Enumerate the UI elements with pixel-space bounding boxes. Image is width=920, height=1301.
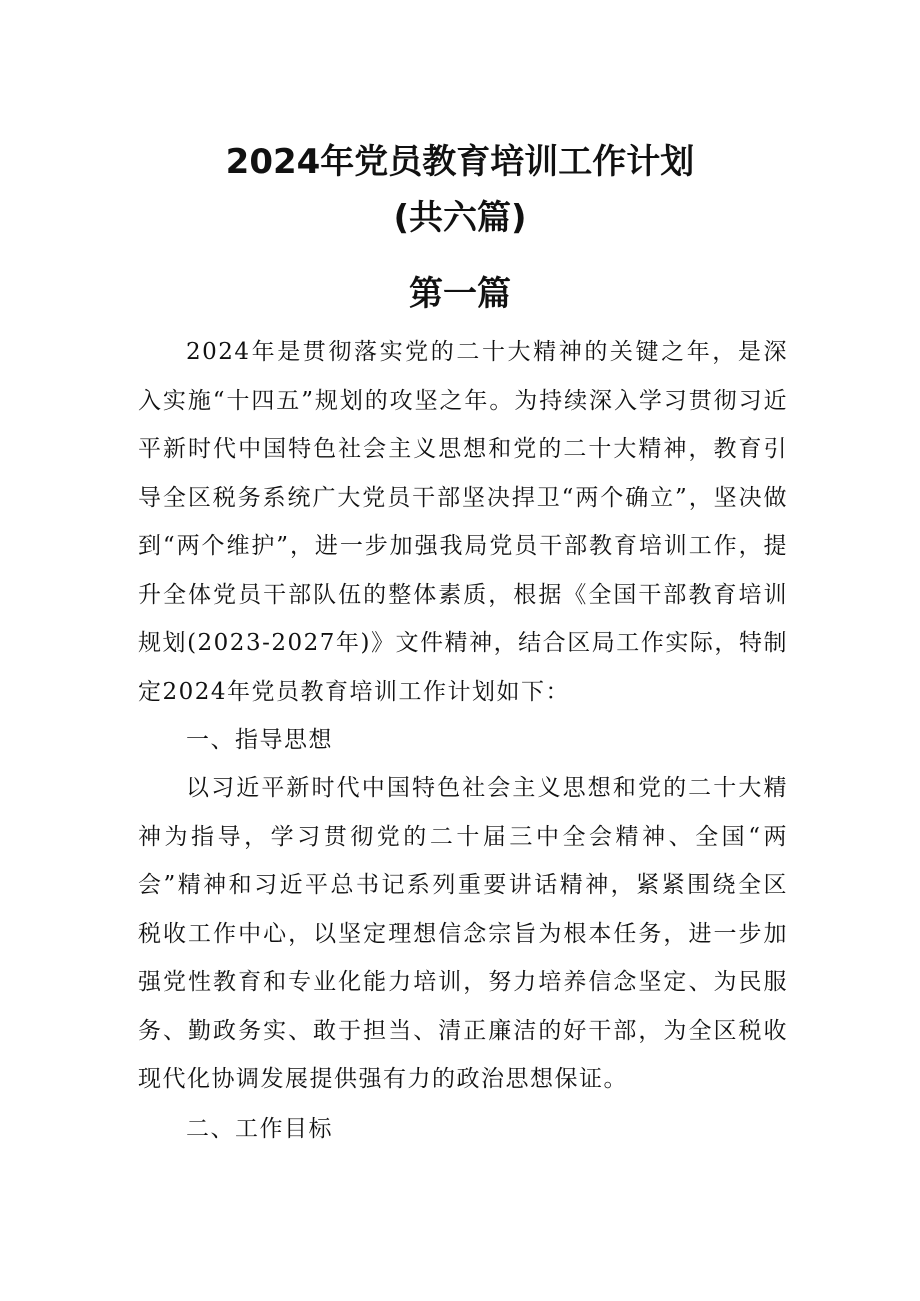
guiding-ideology-paragraph: 以习近平新时代中国特色社会主义思想和党的二十大精神为指导，学习贯彻党的二十届三中全会精神、全国“两会”精神和习近平总书记系列重要讲话精神，紧紧围绕全区税收工作中心，以坚定理想信念宗旨为根本任务，进一步加强党性教育和专业化能力培训，努力培养信念坚定、为民服务、勤政务实、敢于担当、清正廉洁的好干部，为全区税收现代化协调发展提供强有力的政治思想保证。 xyxy=(138,775,788,1092)
heading-guiding-ideology: 一、指导思想 xyxy=(186,727,333,753)
section-title: 第一篇 xyxy=(409,274,511,314)
intro-paragraph: 2024年是贯彻落实党的二十大精神的关键之年，是深入实施“十四五”规划的攻坚之年。为持续深入学习贯彻习近平新时代中国特色社会主义思想和党的二十大精神，教育引导全区税务系统广大党员干部坚决捍卫“两个确立”，坚决做到“两个维护”，进一步加强我局党员干部教育培训工作，提升全体党员干部队伍的整体素质，根据《全国干部教育培训规划(2023-2027年)》文件精神，结合区局工作实际，特制定2024年党员教育培训工作计划如下： xyxy=(138,339,788,705)
document-subtitle: (共六篇) xyxy=(393,198,527,238)
heading-work-goals: 二、工作目标 xyxy=(186,1116,333,1142)
document-title: 2024年党员教育培训工作计划 xyxy=(225,142,695,182)
